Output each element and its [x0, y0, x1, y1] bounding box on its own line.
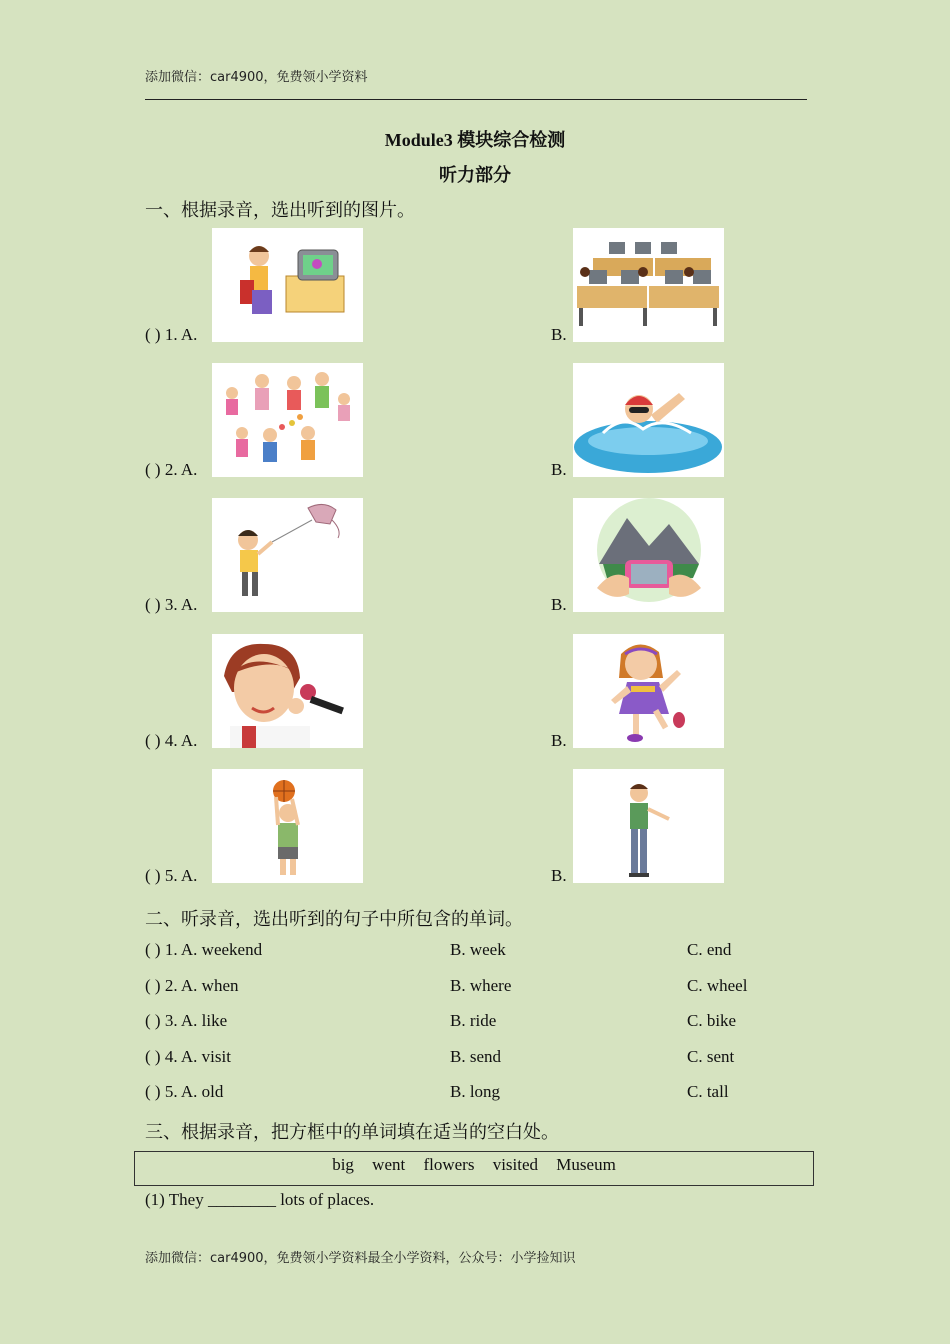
s2-q2-option-a: ( ) 2. A. when: [145, 976, 239, 995]
q3-b-label: B.: [551, 595, 567, 614]
s2-q3-option-b: B. ride: [450, 1011, 497, 1030]
s2-q3-option-a: ( ) 3. A. like: [145, 1011, 228, 1030]
word-bank-item: went: [372, 1155, 406, 1174]
q2-a-label: ( ) 2. A.: [145, 460, 198, 479]
computer-class-image: [573, 228, 724, 342]
s2-q1-option-c: C. end: [687, 940, 732, 959]
s2-q3-option-c: C. bike: [687, 1011, 737, 1030]
word-bank-box: [134, 1151, 814, 1186]
word-bank-item: visited: [492, 1155, 539, 1174]
s2-q5-option-a: ( ) 5. A. old: [145, 1082, 224, 1101]
s2-q4-option-a: ( ) 4. A. visit: [145, 1047, 231, 1066]
page-title: Module3 模块综合检测: [384, 130, 566, 150]
q4-b-label: B.: [551, 731, 567, 750]
s2-q1-option-b: B. week: [450, 940, 506, 959]
s2-q4-option-c: C. sent: [687, 1047, 735, 1066]
boy-singing-image: [212, 634, 363, 748]
girl-flying-kite-image: [212, 498, 363, 612]
camera-photo-mountains-image: [573, 498, 724, 612]
footer-note: 添加微信：car4900，免费领小学资料最全小学资料，公众号：小学捡知识: [145, 1251, 576, 1266]
girl-dancing-image: [573, 634, 724, 748]
boy-basketball-image: [212, 769, 363, 883]
q1-a-label: ( ) 1. A.: [145, 325, 198, 344]
section1-heading: 一、根据录音，选出听到的图片。: [145, 200, 415, 220]
fill-blank-sentence-1: (1) They ________ lots of places.: [145, 1190, 375, 1209]
q5-a-label: ( ) 5. A.: [145, 866, 198, 885]
people-picnic-image: [212, 363, 363, 477]
word-bank-item: flowers: [423, 1155, 475, 1174]
q3-a-label: ( ) 3. A.: [145, 595, 198, 614]
q4-a-label: ( ) 4. A.: [145, 731, 198, 750]
swimmer-image: [573, 363, 724, 477]
s2-q1-option-a: ( ) 1. A. weekend: [145, 940, 263, 959]
section2-heading: 二、听录音，选出听到的句子中所包含的单词。: [145, 909, 523, 929]
s2-q5-option-b: B. long: [450, 1082, 501, 1101]
word-bank-item: Museum: [556, 1155, 616, 1174]
s2-q2-option-c: C. wheel: [687, 976, 748, 995]
q1-b-label: B.: [551, 325, 567, 344]
word-bank-item: big: [332, 1155, 354, 1174]
s2-q4-option-b: B. send: [450, 1047, 501, 1066]
boy-pointing-image: [573, 769, 724, 883]
q2-b-label: B.: [551, 460, 567, 479]
header-note: 添加微信：car4900，免费领小学资料: [145, 70, 368, 85]
q5-b-label: B.: [551, 866, 567, 885]
s2-q2-option-b: B. where: [450, 976, 512, 995]
s2-q5-option-c: C. tall: [687, 1082, 729, 1101]
boy-watching-tv-image: [212, 228, 363, 342]
page-subtitle: 听力部分: [439, 165, 511, 185]
header-divider: [145, 99, 807, 100]
section3-heading: 三、根据录音，把方框中的单词填在适当的空白处。: [145, 1122, 559, 1142]
